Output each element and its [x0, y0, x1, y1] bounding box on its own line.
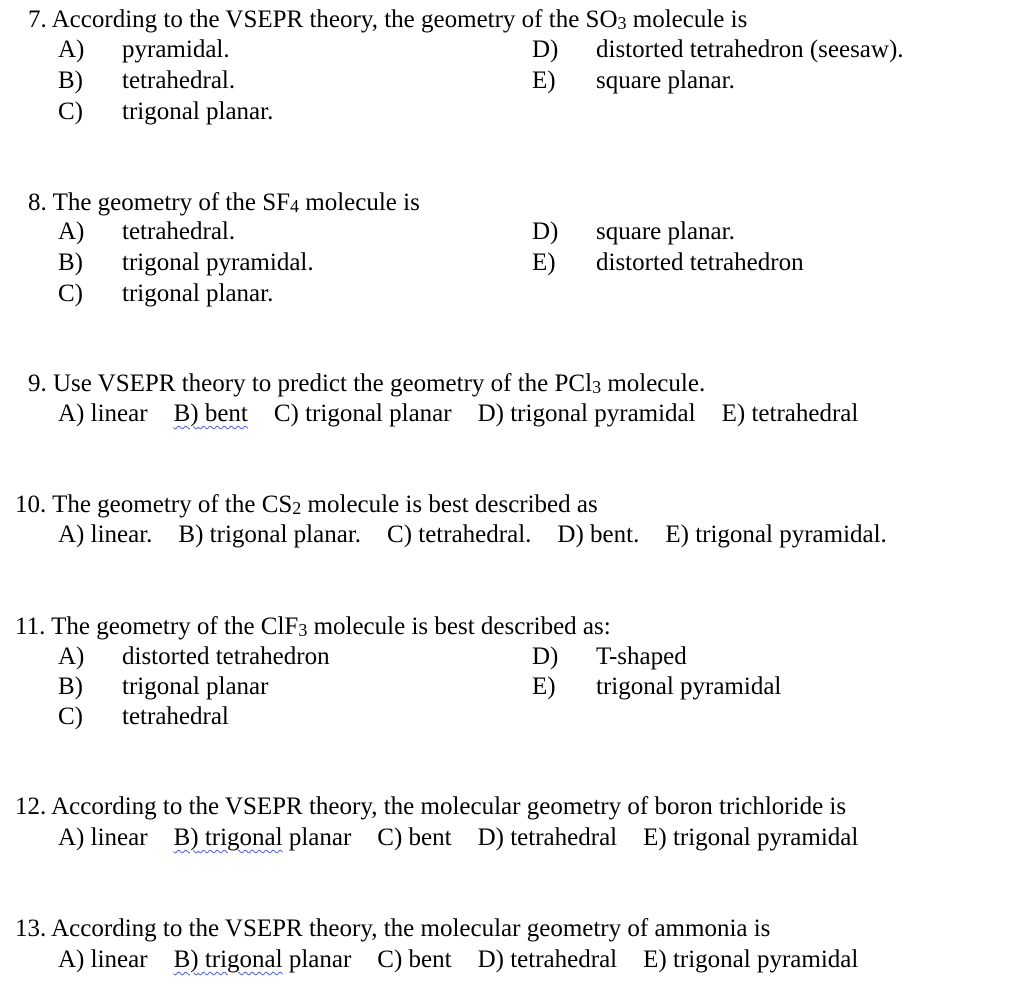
option-text: trigonal pyramidal.: [122, 249, 314, 276]
stem-text-end: molecule is best described as: [301, 491, 598, 518]
stem-text-end: molecule is: [626, 6, 748, 33]
stem-text: Use VSEPR theory to predict the geometry of the PCl: [53, 370, 593, 397]
option-label: C): [58, 98, 83, 125]
option-a[interactable]: A) linear: [58, 400, 148, 427]
option-d[interactable]: D) trigonal pyramidal: [477, 400, 696, 427]
option-label: A): [58, 36, 85, 63]
option-a[interactable]: A) linear: [58, 824, 148, 851]
question-stem: [28, 369, 705, 399]
subscript: 3: [298, 620, 308, 640]
option-b[interactable]: B) trigonal planar: [173, 824, 352, 851]
option-label: B): [58, 249, 83, 276]
option-c[interactable]: [58, 97, 273, 127]
option-d[interactable]: [532, 642, 687, 672]
option-label: D): [532, 36, 559, 63]
option-a[interactable]: [58, 642, 330, 672]
option-text: distorted tetrahedron: [122, 643, 330, 670]
option-text: trigonal planar: [122, 673, 269, 700]
option-label: D): [532, 218, 559, 245]
stem-text: The geometry of the ClF: [51, 613, 299, 640]
option-c[interactable]: C) trigonal planar: [273, 400, 452, 427]
question-number: 10.: [15, 491, 47, 518]
option-label: B): [58, 673, 83, 700]
option-b[interactable]: B) trigonal planar: [173, 946, 352, 973]
option-label: E): [532, 67, 556, 94]
option-e[interactable]: E) trigonal pyramidal.: [665, 521, 887, 548]
option-e[interactable]: [532, 672, 781, 702]
subscript: 4: [290, 196, 300, 216]
option-text: trigonal planar.: [122, 280, 274, 307]
option-c[interactable]: [58, 279, 273, 309]
option-c[interactable]: [58, 702, 229, 732]
stem-text-end: molecule.: [601, 370, 706, 397]
option-c[interactable]: C) bent: [377, 946, 452, 973]
stem-text: The geometry of the SF: [52, 189, 291, 216]
option-e[interactable]: E) trigonal pyramidal: [643, 824, 859, 851]
option-text: square planar.: [596, 67, 735, 94]
question-number: 8.: [28, 189, 47, 216]
option-label: C): [58, 703, 83, 730]
option-label: A): [58, 218, 85, 245]
option-text: pyramidal.: [122, 36, 230, 63]
subscript: 3: [592, 377, 602, 397]
option-d[interactable]: [532, 217, 735, 247]
option-text: T-shaped: [596, 643, 687, 670]
option-label: D): [532, 643, 559, 670]
option-text: trigonal planar.: [122, 98, 274, 125]
option-e[interactable]: [532, 66, 735, 96]
stem-text: The geometry of the CS: [52, 491, 293, 518]
option-c[interactable]: C) tetrahedral.: [387, 521, 532, 548]
option-e[interactable]: E) trigonal pyramidal: [643, 946, 859, 973]
question-stem: [15, 792, 846, 822]
stem-text: According to the VSEPR theory, the molecular geometry of ammonia is: [51, 915, 771, 942]
question-number: 13.: [15, 915, 47, 942]
option-b[interactable]: [58, 672, 268, 702]
option-b[interactable]: B) trigonal planar.: [178, 521, 362, 548]
option-b[interactable]: [58, 66, 235, 96]
stem-text-end: molecule is best described as:: [307, 613, 611, 640]
subscript: 2: [292, 498, 302, 518]
option-d[interactable]: D) tetrahedral: [477, 946, 618, 973]
question-number: 9.: [28, 370, 47, 397]
question-stem: [15, 914, 770, 944]
option-text: tetrahedral: [122, 703, 229, 730]
question-stem: [28, 5, 747, 35]
stem-text: According to the VSEPR theory, the molecular geometry of boron trichloride is: [51, 793, 847, 820]
option-e[interactable]: [532, 248, 804, 278]
question-stem: [28, 188, 420, 218]
option-a[interactable]: [58, 35, 230, 65]
option-a[interactable]: [58, 217, 235, 247]
option-d[interactable]: D) bent.: [557, 521, 640, 548]
option-a[interactable]: A) linear: [58, 946, 148, 973]
option-label: B): [58, 67, 83, 94]
question-stem: [15, 490, 598, 520]
option-d[interactable]: [532, 35, 904, 65]
inline-options: [58, 520, 887, 550]
inline-options: [58, 823, 858, 853]
option-label: E): [532, 673, 556, 700]
question-number: 12.: [15, 793, 47, 820]
option-d[interactable]: D) tetrahedral: [477, 824, 618, 851]
option-a[interactable]: A) linear.: [58, 521, 153, 548]
subscript: 3: [617, 13, 627, 33]
option-text: tetrahedral.: [122, 67, 236, 94]
stem-text: According to the VSEPR theory, the geometry of the SO: [51, 6, 618, 33]
option-e[interactable]: E) tetrahedral: [721, 400, 859, 427]
option-text: square planar.: [596, 218, 735, 245]
option-b[interactable]: B) bent: [173, 400, 248, 427]
option-b[interactable]: [58, 248, 314, 278]
inline-options: [58, 945, 858, 975]
option-c[interactable]: C) bent: [377, 824, 452, 851]
option-text: tetrahedral.: [122, 218, 236, 245]
option-label: A): [58, 643, 85, 670]
option-label: C): [58, 280, 83, 307]
inline-options: [58, 399, 858, 429]
option-text: distorted tetrahedron (seesaw).: [596, 36, 904, 63]
option-text: trigonal pyramidal: [596, 673, 782, 700]
question-stem: [15, 612, 611, 642]
option-label: E): [532, 249, 556, 276]
question-number: 7.: [28, 6, 47, 33]
question-number: 11.: [15, 613, 46, 640]
stem-text-end: molecule is: [299, 189, 420, 216]
option-text: distorted tetrahedron: [596, 249, 804, 276]
